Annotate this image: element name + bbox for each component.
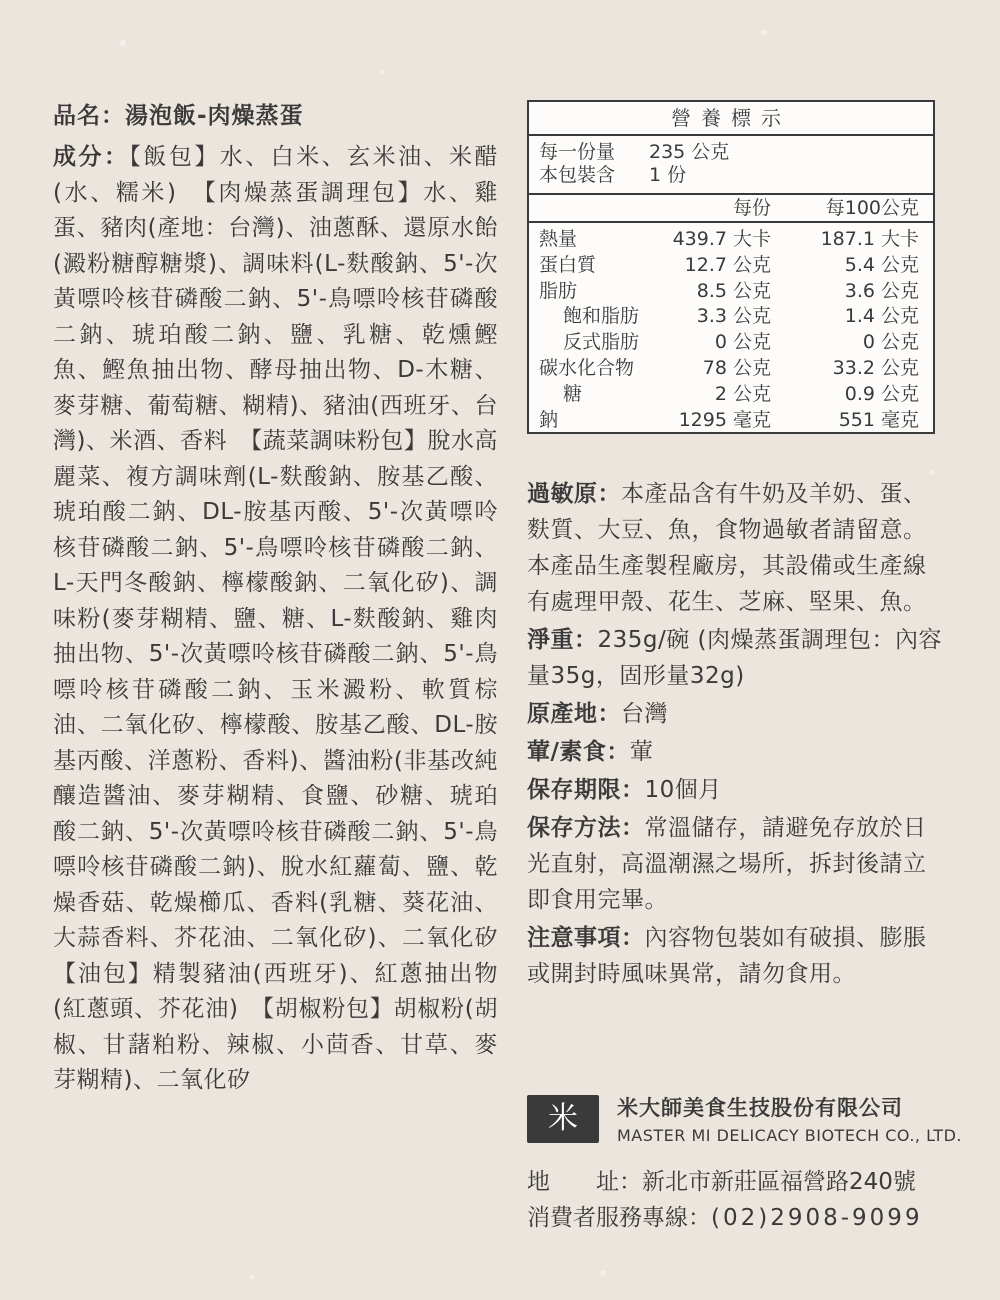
origin-info — [527, 696, 947, 732]
phone-label: 消費者服務專線： — [527, 1205, 711, 1231]
ingredients — [53, 140, 522, 1099]
company-name-en: MASTER MI DELICACY BIOTECH CO., LTD. — [617, 1126, 962, 1145]
ingredients-label: 成分： — [53, 144, 130, 170]
nutrition-row — [529, 330, 933, 356]
paper-speck — [120, 40, 126, 46]
nutrition-row — [529, 356, 933, 382]
nutrient-per-serving: 3.3 公克 — [696, 305, 771, 328]
nutrient-per-serving: 1295 毫克 — [678, 408, 771, 431]
nutrient-per-serving: 78 公克 — [702, 356, 771, 379]
nutrition-row — [529, 279, 933, 305]
nutrition-row — [529, 304, 933, 330]
storage-text: 常溫儲存，請避免存放於日光直射，高溫潮濕之場所，拆封後請立即食用完畢。 — [527, 815, 927, 913]
product-info — [527, 476, 947, 994]
nutrient-per-100g: 3.6 公克 — [844, 279, 919, 302]
address-text: 新北市新莊區福營路240號 — [642, 1169, 916, 1195]
company-address — [527, 1164, 923, 1200]
nutrition-facts-table — [527, 100, 935, 434]
paper-speck — [380, 70, 384, 74]
origin-label: 原產地： — [527, 701, 621, 727]
allergen-info — [527, 476, 947, 620]
nutrient-per-serving: 2 公克 — [714, 382, 771, 405]
paper-speck — [760, 30, 767, 35]
storage-label: 保存方法： — [527, 815, 645, 841]
nutrition-row — [529, 253, 933, 279]
address-label: 地 址： — [527, 1169, 642, 1195]
shelf-life-text: 10個月 — [644, 777, 722, 803]
left-column — [53, 96, 522, 1099]
nutrient-per-100g: 33.2 公克 — [832, 356, 919, 379]
product-name-label: 品名： — [53, 103, 125, 129]
serving-info — [529, 136, 933, 195]
net-weight-info — [527, 622, 947, 694]
nutrition-row — [529, 408, 933, 434]
ingredients-text: 【飯包】水、白米、玄米油、米醋(水、糯米) 【肉燥蒸蛋調理包】水、雞蛋、豬肉(產地：台灣)、油蔥酥、還原水飴(澱粉糖醇糖漿)、調味料(L-麩酸鈉、5'-次黃嘌呤核苷磷酸二鈉、5'-鳥嘌呤核苷磷酸二鈉、琥珀酸二鈉、鹽、乳糖、乾燻鰹魚、鰹魚抽出物、酵母抽出物、D-木糖、麥芽糖、葡萄糖、糊精)、豬油(西班牙、台灣)、米酒、香料 【蔬菜調味粉包】脫水高麗菜、複方調味劑(L-麩酸鈉、胺基乙酸、琥珀酸二鈉、DL-胺基丙酸、5'-次黃嘌呤核苷磷酸二鈉、5'-鳥嘌呤核苷磷酸二鈉、L-天門冬酸鈉、檸檬酸鈉、二氧化矽)、調味粉(麥芽糊精、鹽、糖、L-麩酸鈉、雞肉抽出物、5'-次黃嘌呤核苷磷酸二鈉、5'-鳥嘌呤核苷磷酸二鈉、玉米澱粉、軟質棕油、二氧化矽、檸檬酸、胺基乙酸、DL-胺基丙酸、洋蔥粉、香料)、醬油粉(非基改純釀造醬油、麥芽糊精、食鹽、砂糖、琥珀酸二鈉、5'-次黃嘌呤核苷磷酸二鈉、5'-鳥嘌呤核苷磷酸二鈉)、脫水紅蘿蔔、鹽、乾燥香菇、乾燥櫛瓜、香料(乳糖、葵花油、大蒜香料、芥花油、二氧化矽)、二氧化矽 【油包】精製豬油(西班牙)、紅蔥抽出物(紅蔥頭、芥花油) 【胡椒粉包】胡椒粉(胡椒、甘藷粕粉、辣椒、小茴香、甘草、麥芽糊精)、二氧化矽 — [53, 144, 522, 1093]
nutrient-name: 碳水化合物 — [539, 356, 635, 379]
origin-text: 台灣 — [621, 701, 668, 727]
net-weight-text: 235g/碗 (肉燥蒸蛋調理包：內容量35g，固形量32g) — [527, 627, 943, 689]
company-name: 米大師美食生技股份有限公司 — [617, 1096, 903, 1120]
nutrient-per-100g: 0.9 公克 — [844, 382, 919, 405]
servings-per-pack — [539, 164, 923, 187]
nutrient-name: 飽和脂肪 — [563, 305, 640, 328]
company-contact — [527, 1164, 923, 1236]
nutrition-row — [529, 227, 933, 253]
nutrition-column-headers — [529, 195, 933, 223]
serving-size-value: 235 公克 — [649, 141, 730, 163]
column-per-serving: 每份 — [732, 197, 771, 219]
paper-speck — [930, 470, 935, 475]
notice-text: 內容物包裝如有破損、膨脹或開封時風味異常，請勿食用。 — [527, 925, 927, 987]
net-weight-label: 淨重： — [527, 627, 598, 653]
nutrient-per-100g: 551 毫克 — [838, 408, 919, 431]
servings-value: 1 份 — [649, 164, 687, 186]
paper-speck — [600, 1270, 606, 1276]
nutrient-name: 蛋白質 — [539, 253, 597, 276]
company-logo: 米 — [527, 1095, 599, 1143]
nutrient-per-100g: 187.1 大卡 — [820, 228, 919, 250]
diet-info — [527, 734, 947, 770]
product-name-value: 湯泡飯-肉燥蒸蛋 — [125, 103, 304, 129]
nutrient-name: 脂肪 — [539, 279, 578, 302]
notice-label: 注意事項： — [527, 925, 645, 951]
nutrient-per-serving: 8.5 公克 — [696, 279, 771, 302]
column-per-100g: 每100公克 — [825, 197, 919, 219]
nutrient-name: 鈉 — [539, 408, 559, 431]
nutrition-rows — [529, 223, 933, 433]
serving-size-label: 每一份量 — [539, 141, 616, 163]
product-name — [53, 96, 498, 136]
shelf-life-label: 保存期限： — [527, 777, 645, 803]
nutrition-row — [529, 382, 933, 408]
nutrient-per-100g: 1.4 公克 — [844, 305, 919, 328]
servings-label: 本包裝含 — [539, 164, 616, 186]
nutrient-per-100g: 0 公克 — [862, 331, 919, 354]
storage-info — [527, 810, 947, 918]
company-phone — [527, 1200, 923, 1236]
phone-text: (02)2908-9099 — [711, 1205, 923, 1231]
allergen-label: 過敏原： — [527, 481, 621, 507]
notice-info — [527, 920, 947, 992]
nutrient-per-serving: 439.7 大卡 — [672, 228, 771, 250]
diet-text: 葷 — [629, 739, 654, 765]
nutrient-per-100g: 5.4 公克 — [844, 253, 919, 276]
diet-label: 葷/素食： — [527, 739, 630, 765]
nutrition-title: 營養標示 — [529, 102, 933, 136]
nutrient-per-serving: 12.7 公克 — [684, 253, 771, 276]
allergen-text: 本產品含有牛奶及羊奶、蛋、麩質、大豆、魚，食物過敏者請留意。本產品生產製程廠房，其設備或生產線有處理甲殼、花生、芝麻、堅果、魚。 — [527, 481, 927, 615]
nutrient-name: 反式脂肪 — [563, 331, 640, 354]
nutrient-per-serving: 0 公克 — [714, 331, 771, 354]
nutrient-name: 熱量 — [539, 228, 578, 250]
paper-speck — [250, 1275, 255, 1279]
shelf-life-info — [527, 772, 947, 808]
serving-size — [539, 141, 923, 164]
nutrient-name: 糖 — [563, 382, 583, 405]
